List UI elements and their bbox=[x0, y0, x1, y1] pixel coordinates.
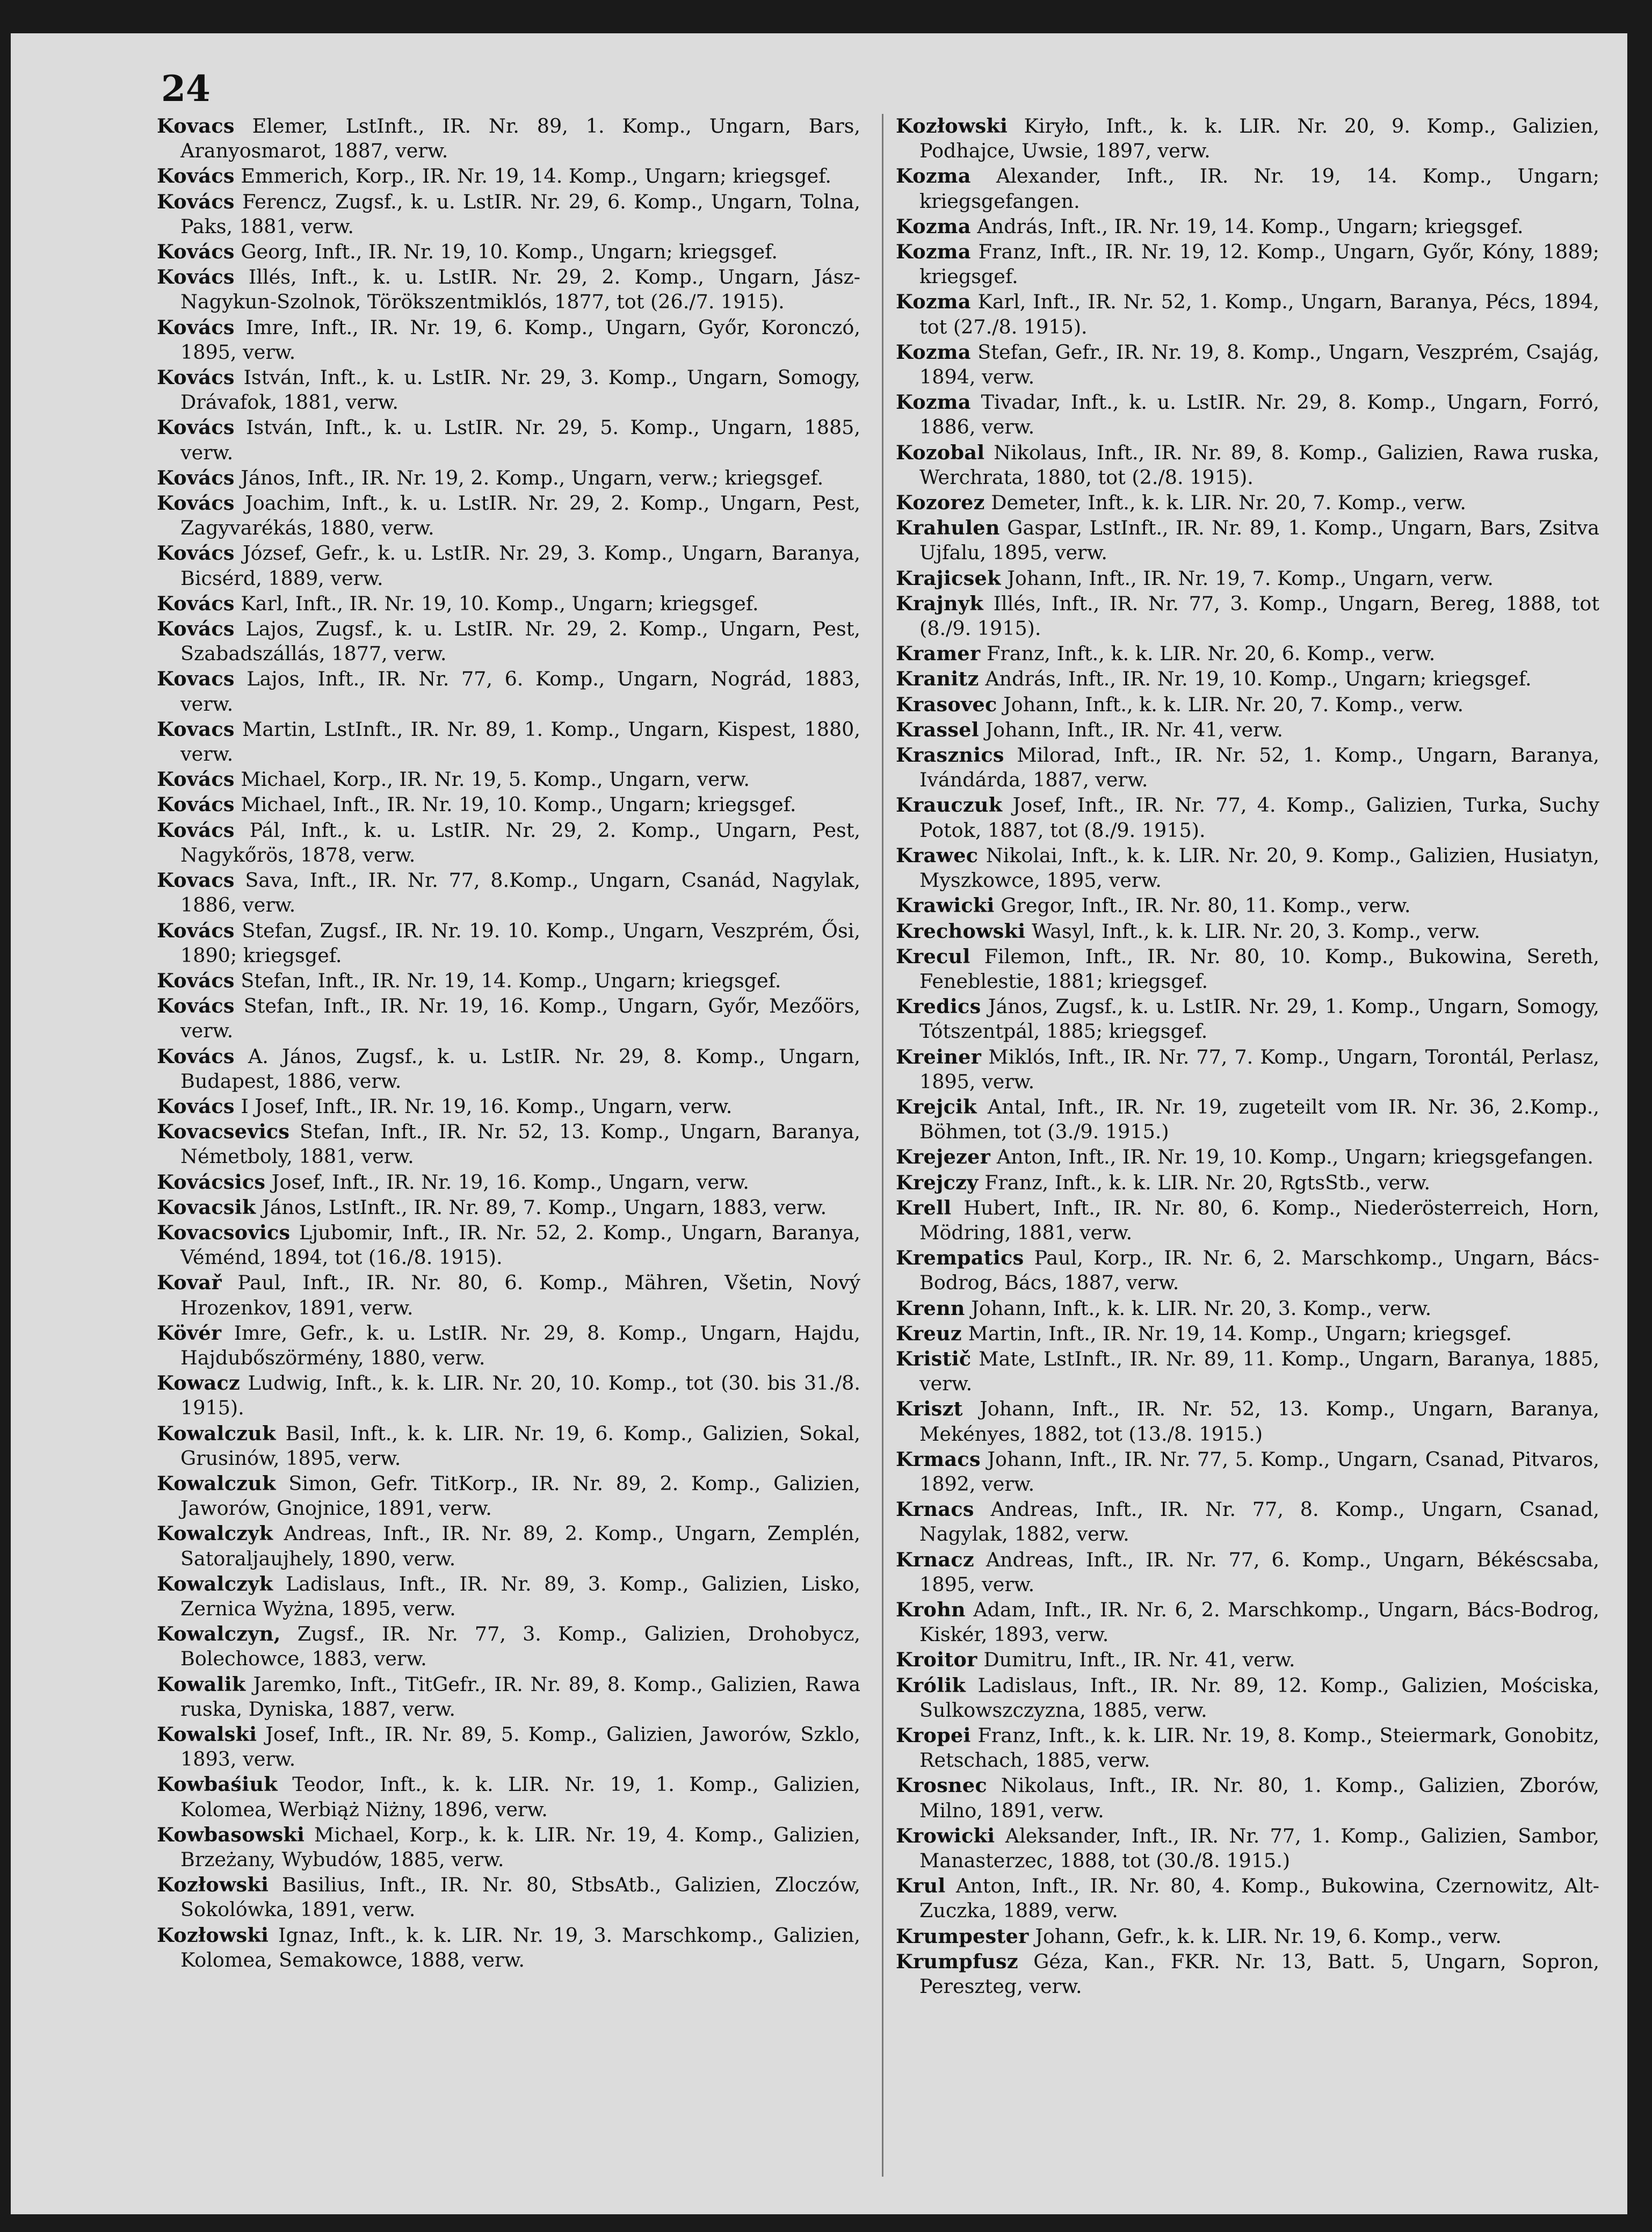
register-entry bbox=[157, 265, 860, 314]
entry-surname: Krnacz bbox=[896, 1548, 974, 1571]
entry-surname: Kovács bbox=[157, 768, 235, 791]
register-entry bbox=[896, 490, 1599, 515]
entry-surname: Kovacs bbox=[157, 869, 235, 892]
entry-surname: Kroitor bbox=[896, 1648, 977, 1672]
entry-details: Géza, Kan., FKR. Nr. 13, Batt. 5, Ungarn, Sopron, Pereszteg, verw. bbox=[919, 1949, 1599, 1998]
entry-surname: Kovács bbox=[157, 492, 235, 515]
register-entry bbox=[157, 1823, 860, 1872]
register-entry bbox=[896, 1246, 1599, 1295]
entry-surname: Kovacs bbox=[157, 717, 235, 741]
entry-details: Johann, Gefr., k. k. LIR. Nr. 19, 6. Komp., verw. bbox=[1035, 1924, 1502, 1948]
register-entry bbox=[896, 843, 1599, 893]
register-entry bbox=[896, 1095, 1599, 1144]
entry-surname: Krejcik bbox=[896, 1095, 977, 1118]
entry-details: Basilius, Inft., IR. Nr. 80, StbsAtb., Galizien, Zloczów, Sokolówka, 1891, verw. bbox=[180, 1873, 860, 1922]
entry-details: Illés, Inft., IR. Nr. 77, 3. Komp., Ungarn, Bereg, 1888, tot (8./9. 1915). bbox=[919, 591, 1599, 640]
entry-surname: Kovař bbox=[157, 1271, 222, 1295]
register-entry bbox=[157, 1220, 860, 1270]
entry-details: Johann, Inft., k. k. LIR. Nr. 20, 7. Komp., verw. bbox=[1003, 692, 1464, 716]
register-entry bbox=[157, 1195, 860, 1220]
entry-surname: Kropei bbox=[896, 1724, 971, 1747]
entry-details: Nikolai, Inft., k. k. LIR. Nr. 20, 9. Komp., Galizien, Husiatyn, Myszkowce, 1895, verw. bbox=[919, 843, 1599, 892]
entry-surname: Kovács bbox=[157, 164, 235, 188]
register-entry bbox=[896, 1347, 1599, 1396]
entry-surname: Krumpester bbox=[896, 1924, 1029, 1948]
entry-surname: Kovács bbox=[157, 793, 235, 817]
entry-details: Mate, LstInft., IR. Nr. 89, 11. Komp., Ungarn, Baranya, 1885, verw. bbox=[919, 1347, 1599, 1396]
entry-details: Andreas, Inft., IR. Nr. 77, 6. Komp., Ungarn, Békéscsaba, 1895, verw. bbox=[919, 1548, 1599, 1596]
register-entry bbox=[896, 440, 1599, 490]
entry-details: Hubert, Inft., IR. Nr. 80, 6. Komp., Niederösterreich, Horn, Mödring, 1881, verw. bbox=[919, 1196, 1599, 1244]
entry-details: Stefan, Gefr., IR. Nr. 19, 8. Komp., Ungarn, Veszprém, Csajág, 1894, verw. bbox=[919, 340, 1599, 389]
entry-surname: Kozma bbox=[896, 164, 971, 188]
register-entry bbox=[157, 1044, 860, 1094]
entry-details: Lajos, Zugsf., k. u. LstIR. Nr. 29, 2. Komp., Ungarn, Pest, Szabadszállás, 1877, verw. bbox=[180, 617, 860, 666]
entry-surname: Kovács bbox=[157, 315, 235, 339]
entry-surname: Kreuz bbox=[896, 1321, 962, 1345]
entry-details: Stefan, Inft., IR. Nr. 52, 13. Komp., Ungarn, Baranya, Németboly, 1881, verw. bbox=[180, 1120, 860, 1168]
entry-details: Gregor, Inft., IR. Nr. 80, 11. Komp., verw. bbox=[1001, 894, 1411, 918]
register-entry bbox=[896, 1673, 1599, 1723]
register-entry bbox=[896, 1648, 1599, 1672]
entry-details: Aleksander, Inft., IR. Nr. 77, 1. Komp., Galizien, Sambor, Manasterzec, 1888, tot (30./8. 1915.) bbox=[919, 1824, 1599, 1873]
register-entry bbox=[896, 641, 1599, 666]
register-entry bbox=[896, 793, 1599, 842]
entry-details: Teodor, Inft., k. k. LIR. Nr. 19, 1. Komp., Galizien, Kolomea, Werbiąż Niżny, 1896, verw. bbox=[180, 1773, 860, 1821]
entry-details: Stefan, Inft., IR. Nr. 19, 14. Komp., Ungarn; kriegsgef. bbox=[241, 969, 781, 992]
entry-surname: Krasovec bbox=[896, 692, 997, 716]
entry-details: Ferencz, Zugsf., k. u. LstIR. Nr. 29, 6. Komp., Ungarn, Tolna, Paks, 1881, verw. bbox=[180, 190, 860, 238]
entry-details: János, LstInft., IR. Nr. 89, 7. Komp., Ungarn, 1883, verw. bbox=[262, 1195, 827, 1219]
entry-details: Emmerich, Korp., IR. Nr. 19, 14. Komp., Ungarn; kriegsgef. bbox=[241, 164, 831, 188]
entry-surname: Kowalik bbox=[157, 1672, 246, 1696]
entry-details: Wasyl, Inft., k. k. LIR. Nr. 20, 3. Komp., verw. bbox=[1032, 919, 1481, 943]
register-entry bbox=[896, 667, 1599, 691]
right-column bbox=[896, 114, 1599, 1999]
entry-details: Basil, Inft., k. k. LIR. Nr. 19, 6. Komp., Galizien, Sokal, Grusinów, 1895, verw. bbox=[180, 1421, 860, 1470]
entry-surname: Kozłowski bbox=[157, 1923, 269, 1947]
register-entry bbox=[157, 1722, 860, 1772]
register-entry bbox=[157, 1471, 860, 1521]
register-entry bbox=[896, 240, 1599, 289]
entry-surname: Krasznics bbox=[896, 743, 1004, 767]
entry-surname: Kowalczyn, bbox=[157, 1622, 281, 1646]
entry-details: Franz, Inft., k. k. LIR. Nr. 19, 8. Komp., Steiermark, Gonobitz, Retschach, 1885, verw. bbox=[919, 1724, 1599, 1772]
document-page bbox=[11, 33, 1627, 2214]
entry-surname: Kriszt bbox=[896, 1397, 963, 1421]
entry-details: András, Inft., IR. Nr. 19, 10. Komp., Ungarn; kriegsgef. bbox=[985, 667, 1532, 691]
register-entry bbox=[157, 1270, 860, 1320]
column-divider bbox=[882, 114, 883, 2177]
register-entry bbox=[896, 164, 1599, 213]
entry-details: János, Inft., IR. Nr. 19, 2. Komp., Ungarn, verw.; kriegsgef. bbox=[241, 466, 824, 489]
entry-details: Ladislaus, Inft., IR. Nr. 89, 3. Komp., Galizien, Lisko, Zernica Wyżna, 1895, verw. bbox=[180, 1572, 860, 1620]
entry-surname: Kredics bbox=[896, 995, 981, 1019]
entry-details: Karl, Inft., IR. Nr. 52, 1. Komp., Ungarn, Baranya, Pécs, 1894, tot (27./8. 1915). bbox=[919, 290, 1599, 338]
entry-surname: Kozma bbox=[896, 340, 971, 364]
entry-surname: Kozorez bbox=[896, 491, 985, 515]
entry-surname: Kövér bbox=[157, 1321, 222, 1345]
entry-surname: Kreiner bbox=[896, 1045, 982, 1068]
entry-surname: Krowicki bbox=[896, 1824, 995, 1847]
entry-surname: Krohn bbox=[896, 1598, 966, 1621]
entry-details: Martin, Inft., IR. Nr. 19, 14. Komp., Ungarn; kriegsgef. bbox=[968, 1321, 1512, 1345]
entry-details: József, Gefr., k. u. LstIR. Nr. 29, 3. Komp., Ungarn, Baranya, Bicsérd, 1889, verw. bbox=[180, 541, 860, 590]
register-entry bbox=[157, 190, 860, 239]
entry-details: Jaremko, Inft., TitGefr., IR. Nr. 89, 8. Komp., Galizien, Rawa ruska, Dyniska, 1887, verw. bbox=[180, 1672, 860, 1721]
entry-surname: Kozłowski bbox=[157, 1873, 269, 1897]
entry-details: Michael, Korp., k. k. LIR. Nr. 19, 4. Komp., Galizien, Brzeżany, Wybudów, 1885, verw. bbox=[180, 1823, 860, 1872]
register-entry bbox=[157, 315, 860, 365]
register-entry bbox=[157, 1521, 860, 1571]
entry-surname: Kovacs bbox=[157, 114, 235, 138]
entry-surname: Kovacsevics bbox=[157, 1120, 290, 1144]
entry-surname: Kowbaśiuk bbox=[157, 1773, 278, 1796]
entry-details: Gaspar, LstInft., IR. Nr. 89, 1. Komp., Ungarn, Bars, Zsitva Ujfalu, 1895, verw. bbox=[919, 516, 1599, 565]
register-entry bbox=[896, 1171, 1599, 1195]
register-entry bbox=[896, 591, 1599, 641]
entry-surname: Kovács bbox=[157, 265, 235, 289]
entry-surname: Krejezer bbox=[896, 1145, 991, 1169]
entry-surname: Kowalczuk bbox=[157, 1421, 276, 1445]
entry-details: Lajos, Inft., IR. Nr. 77, 6. Komp., Ungarn, Nográd, 1883, verw. bbox=[180, 667, 861, 716]
entry-details: Ludwig, Inft., k. k. LIR. Nr. 20, 10. Komp., tot (30. bis 31./8. 1915). bbox=[180, 1371, 860, 1420]
register-entry bbox=[896, 1045, 1599, 1094]
entry-details: Stefan, Zugsf., IR. Nr. 19. 10. Komp., Ungarn, Veszprém, Ősi, 1890; kriegsgef. bbox=[180, 919, 860, 967]
entry-details: Karl, Inft., IR. Nr. 19, 10. Komp., Ungarn; kriegsgef. bbox=[241, 591, 759, 615]
register-entry bbox=[896, 516, 1599, 565]
register-entry bbox=[157, 591, 860, 616]
entry-surname: Krawicki bbox=[896, 894, 995, 918]
register-entry bbox=[896, 1321, 1599, 1346]
entry-details: Anton, Inft., IR. Nr. 80, 4. Komp., Bukowina, Czernowitz, Alt-Zuczka, 1889, verw. bbox=[919, 1874, 1599, 1923]
register-entry bbox=[896, 1447, 1599, 1497]
entry-details: András, Inft., IR. Nr. 19, 14. Komp., Ungarn; kriegsgef. bbox=[977, 214, 1524, 238]
entry-details: Johann, Inft., k. k. LIR. Nr. 20, 3. Komp., verw. bbox=[971, 1296, 1432, 1320]
register-entry bbox=[896, 290, 1599, 339]
entry-surname: Krassel bbox=[896, 718, 979, 741]
entry-details: Milorad, Inft., IR. Nr. 52, 1. Komp., Ungarn, Baranya, Ivándárda, 1887, verw. bbox=[919, 743, 1599, 792]
register-entry bbox=[157, 994, 860, 1043]
entry-details: Tivadar, Inft., k. u. LstIR. Nr. 29, 8. Komp., Ungarn, Forró, 1886, verw. bbox=[919, 391, 1599, 439]
entry-surname: Kozma bbox=[896, 214, 971, 238]
register-entry bbox=[896, 1397, 1599, 1446]
entry-surname: Kovács bbox=[157, 994, 235, 1018]
register-entry bbox=[157, 1572, 860, 1621]
register-entry bbox=[157, 1371, 860, 1420]
register-entry bbox=[157, 1321, 860, 1370]
register-entry bbox=[896, 893, 1599, 918]
entry-surname: Kovács bbox=[157, 416, 235, 439]
register-entry bbox=[896, 1548, 1599, 1597]
register-entry bbox=[157, 1772, 860, 1822]
register-entry bbox=[896, 944, 1599, 994]
register-entry bbox=[896, 1924, 1599, 1949]
entry-surname: Kowalczyk bbox=[157, 1572, 273, 1595]
entry-surname: Kozłowski bbox=[896, 114, 1008, 138]
register-entry bbox=[896, 114, 1599, 163]
entry-surname: Kovács bbox=[157, 969, 235, 992]
entry-surname: Kovacsik bbox=[157, 1195, 256, 1219]
register-entry bbox=[157, 792, 860, 817]
entry-details: Johann, Inft., IR. Nr. 19, 7. Komp., Ungarn, verw. bbox=[1007, 566, 1494, 590]
left-column bbox=[157, 114, 860, 1973]
entry-surname: Kozma bbox=[896, 391, 971, 414]
entry-details: Sava, Inft., IR. Nr. 77, 8.Komp., Ungarn, Csanád, Nagylak, 1886, verw. bbox=[180, 869, 860, 917]
register-entry bbox=[157, 415, 860, 465]
entry-surname: Kovács bbox=[157, 818, 235, 842]
entry-details: Nikolaus, Inft., IR. Nr. 80, 1. Komp., Galizien, Zborów, Milno, 1891, verw. bbox=[919, 1774, 1599, 1822]
entry-surname: Krajicsek bbox=[896, 566, 1001, 590]
entry-surname: Kowalczyk bbox=[157, 1522, 273, 1545]
entry-surname: Kozma bbox=[896, 290, 971, 314]
entry-details: Ladislaus, Inft., IR. Nr. 89, 12. Komp., Galizien, Mościska, Sulkowszczyzna, 1885, verw. bbox=[919, 1673, 1599, 1722]
entry-surname: Krul bbox=[896, 1874, 946, 1898]
entry-details: Franz, Inft., k. k. LIR. Nr. 20, RgtsStb., verw. bbox=[984, 1171, 1431, 1194]
register-entry bbox=[157, 969, 860, 993]
entry-details: János, Zugsf., k. u. LstIR. Nr. 29, 1. Komp., Ungarn, Somogy, Tótszentpál, 1885; kriegsgef. bbox=[919, 995, 1599, 1043]
entry-surname: Kovács bbox=[157, 1094, 235, 1118]
entry-details: Andreas, Inft., IR. Nr. 77, 8. Komp., Ungarn, Csanad, Nagylak, 1882, verw. bbox=[919, 1498, 1600, 1546]
register-entry bbox=[896, 1723, 1599, 1773]
entry-details: István, Inft., k. u. LstIR. Nr. 29, 3. Komp., Ungarn, Somogy, Drávafok, 1881, verw. bbox=[180, 366, 860, 414]
entry-details: Josef, Inft., IR. Nr. 77, 4. Komp., Galizien, Turka, Suchy Potok, 1887, tot (8./9. 1915). bbox=[919, 793, 1599, 842]
entry-details: Illés, Inft., k. u. LstIR. Nr. 29, 2. Komp., Ungarn, Jász-Nagykun-Szolnok, Törökszentmiklós, 1877, tot (26./7. 1915). bbox=[180, 265, 860, 314]
entry-surname: Kovács bbox=[157, 366, 235, 389]
register-entry bbox=[896, 340, 1599, 389]
register-entry bbox=[157, 1672, 860, 1722]
entry-details: Anton, Inft., IR. Nr. 19, 10. Komp., Ungarn; kriegsgefangen. bbox=[996, 1145, 1593, 1169]
register-entry bbox=[157, 717, 860, 767]
entry-details: Dumitru, Inft., IR. Nr. 41, verw. bbox=[983, 1648, 1295, 1672]
register-entry bbox=[157, 667, 860, 716]
entry-surname: Kovács bbox=[157, 190, 235, 213]
entry-surname: Krnacs bbox=[896, 1498, 974, 1521]
register-entry bbox=[157, 1119, 860, 1169]
register-entry bbox=[896, 1874, 1599, 1923]
entry-details: Ljubomir, Inft., IR. Nr. 52, 2. Komp., Ungarn, Baranya, Véménd, 1894, tot (16./8. 1915). bbox=[180, 1220, 860, 1269]
entry-details: István, Inft., k. u. LstIR. Nr. 29, 5. Komp., Ungarn, 1885, verw. bbox=[180, 416, 860, 464]
entry-details: Michael, Inft., IR. Nr. 19, 10. Komp., Ungarn; kriegsgef. bbox=[241, 793, 796, 817]
entry-surname: Krenn bbox=[896, 1296, 965, 1320]
entry-details: Martin, LstInft., IR. Nr. 89, 1. Komp., Ungarn, Kispest, 1880, verw. bbox=[180, 717, 860, 766]
entry-surname: Kovács bbox=[157, 541, 235, 565]
register-entry bbox=[157, 1170, 860, 1195]
entry-surname: Krejczy bbox=[896, 1171, 979, 1194]
entry-details: Josef, Inft., IR. Nr. 19, 16. Komp., Ungarn, verw. bbox=[271, 1170, 749, 1194]
register-entry bbox=[896, 566, 1599, 591]
register-entry bbox=[157, 767, 860, 792]
entry-details: Adam, Inft., IR. Nr. 6, 2. Marschkomp., Ungarn, Bács-Bodrog, Kiskér, 1893, verw. bbox=[919, 1598, 1599, 1646]
register-entry bbox=[896, 1598, 1599, 1647]
entry-details: Joachim, Inft., k. u. LstIR. Nr. 29, 2. Komp., Ungarn, Pest, Zagyvarékás, 1880, verw. bbox=[180, 492, 860, 540]
entry-details: Johann, Inft., IR. Nr. 41, verw. bbox=[985, 718, 1284, 741]
register-entry bbox=[896, 1145, 1599, 1169]
register-entry bbox=[157, 818, 860, 868]
entry-details: Zugsf., IR. Nr. 77, 3. Komp., Galizien, Drohobycz, Bolechowce, 1883, verw. bbox=[180, 1622, 861, 1671]
register-entry bbox=[896, 1497, 1599, 1547]
register-entry bbox=[896, 1196, 1599, 1245]
entry-details: Johann, Inft., IR. Nr. 77, 5. Komp., Ungarn, Csanad, Pitvaros, 1892, verw. bbox=[919, 1447, 1599, 1496]
entry-surname: Krauczuk bbox=[896, 793, 1003, 817]
register-entry bbox=[157, 1873, 860, 1922]
entry-surname: Kovács bbox=[157, 591, 235, 615]
entry-details: Franz, Inft., IR. Nr. 19, 12. Komp., Ungarn, Győr, Kóny, 1889; kriegsgef. bbox=[919, 240, 1599, 288]
entry-details: Kiryło, Inft., k. k. LIR. Nr. 20, 9. Komp., Galizien, Podhajce, Uwsie, 1897, verw. bbox=[919, 114, 1599, 163]
register-entry bbox=[157, 868, 860, 918]
entry-surname: Kowalski bbox=[157, 1723, 257, 1746]
register-entry bbox=[896, 1773, 1599, 1823]
register-entry bbox=[157, 541, 860, 590]
entry-surname: Kowacz bbox=[157, 1371, 241, 1395]
entry-surname: Krahulen bbox=[896, 516, 1000, 540]
entry-surname: Kowalczuk bbox=[157, 1471, 276, 1495]
entry-details: Ignaz, Inft., k. k. LIR. Nr. 19, 3. Marschkomp., Galizien, Kolomea, Semakowce, 1888, verw. bbox=[180, 1923, 860, 1971]
entry-details: Josef, Inft., IR. Nr. 89, 5. Komp., Galizien, Jaworów, Szklo, 1893, verw. bbox=[180, 1723, 860, 1771]
entry-details: Imre, Gefr., k. u. LstIR. Nr. 29, 8. Komp., Ungarn, Hajdu, Hajdubőszörmény, 1880, verw. bbox=[180, 1321, 860, 1369]
entry-details: Franz, Inft., k. k. LIR. Nr. 20, 6. Komp., verw. bbox=[987, 642, 1436, 666]
entry-details: Nikolaus, Inft., IR. Nr. 89, 8. Komp., Galizien, Rawa ruska, Werchrata, 1880, tot (2./8. 1915). bbox=[919, 440, 1599, 489]
entry-surname: Kowbasowski bbox=[157, 1823, 305, 1846]
register-entry bbox=[896, 390, 1599, 439]
register-entry bbox=[896, 919, 1599, 944]
register-entry bbox=[157, 365, 860, 415]
entry-details: Simon, Gefr. TitKorp., IR. Nr. 89, 2. Komp., Galizien, Jaworów, Gnojnice, 1891, verw. bbox=[180, 1471, 860, 1520]
register-entry bbox=[157, 164, 860, 189]
entry-surname: Kovács bbox=[157, 617, 235, 641]
entry-surname: Kovács bbox=[157, 466, 235, 489]
register-entry bbox=[157, 1622, 860, 1671]
entry-details: Georg, Inft., IR. Nr. 19, 10. Komp., Ungarn; kriegsgef. bbox=[241, 240, 778, 264]
entry-details: I Josef, Inft., IR. Nr. 19, 16. Komp., Ungarn, verw. bbox=[241, 1094, 733, 1118]
register-entry bbox=[157, 617, 860, 666]
entry-details: Alexander, Inft., IR. Nr. 19, 14. Komp., Ungarn; kriegsgefangen. bbox=[919, 164, 1600, 213]
entry-surname: Krempatics bbox=[896, 1246, 1024, 1270]
entry-details: Miklós, Inft., IR. Nr. 77, 7. Komp., Ungarn, Torontál, Perlasz, 1895, verw. bbox=[919, 1045, 1599, 1093]
entry-surname: Krajnyk bbox=[896, 591, 983, 615]
register-entry bbox=[896, 1824, 1599, 1873]
entry-surname: Kovácsics bbox=[157, 1170, 266, 1194]
entry-details: Elemer, LstInft., IR. Nr. 89, 1. Komp., Ungarn, Bars, Aranyosmarot, 1887, verw. bbox=[180, 114, 861, 163]
register-entry bbox=[157, 240, 860, 264]
entry-details: Paul, Inft., IR. Nr. 80, 6. Komp., Mähren, Všetin, Nový Hrozenkov, 1891, verw. bbox=[180, 1271, 860, 1319]
entry-surname: Kristič bbox=[896, 1347, 972, 1370]
entry-surname: Kovács bbox=[157, 240, 235, 264]
register-entry bbox=[157, 1923, 860, 1973]
register-entry bbox=[896, 214, 1599, 239]
entry-surname: Kovács bbox=[157, 919, 235, 942]
entry-surname: Krell bbox=[896, 1196, 952, 1219]
entry-details: Filemon, Inft., IR. Nr. 80, 10. Komp., Bukowina, Sereth, Feneblestie, 1881; kriegsgef. bbox=[919, 944, 1599, 993]
register-entry bbox=[157, 1094, 860, 1119]
register-entry bbox=[157, 919, 860, 968]
entry-details: Antal, Inft., IR. Nr. 19, zugeteilt vom IR. Nr. 36, 2.Komp., Böhmen, tot (3./9. 1915.) bbox=[919, 1095, 1599, 1144]
entry-details: Stefan, Inft., IR. Nr. 19, 16. Komp., Ungarn, Győr, Mezőörs, verw. bbox=[180, 994, 860, 1043]
entry-surname: Kozma bbox=[896, 240, 971, 264]
register-entry bbox=[157, 114, 860, 163]
register-entry bbox=[896, 743, 1599, 792]
entry-surname: Krecul bbox=[896, 944, 970, 968]
register-entry bbox=[157, 466, 860, 490]
register-entry bbox=[896, 1296, 1599, 1321]
entry-details: Johann, Inft., IR. Nr. 52, 13. Komp., Ungarn, Baranya, Mekényes, 1882, tot (13./8. 1915.) bbox=[919, 1397, 1599, 1446]
register-entry bbox=[896, 994, 1599, 1044]
entry-details: Imre, Inft., IR. Nr. 19, 6. Komp., Ungarn, Győr, Koronczó, 1895, verw. bbox=[180, 315, 860, 364]
register-entry bbox=[157, 491, 860, 540]
entry-surname: Krawec bbox=[896, 843, 979, 867]
entry-details: Andreas, Inft., IR. Nr. 89, 2. Komp., Ungarn, Zemplén, Satoraljaujhely, 1890, verw. bbox=[180, 1522, 860, 1570]
register-entry bbox=[896, 1949, 1599, 1999]
entry-details: A. János, Zugsf., k. u. LstIR. Nr. 29, 8. Komp., Ungarn, Budapest, 1886, verw. bbox=[180, 1044, 860, 1093]
entry-surname: Królik bbox=[896, 1673, 966, 1697]
entry-details: Demeter, Inft., k. k. LIR. Nr. 20, 7. Komp., verw. bbox=[991, 491, 1467, 515]
entry-details: Pál, Inft., k. u. LstIR. Nr. 29, 2. Komp., Ungarn, Pest, Nagykőrös, 1878, verw. bbox=[180, 818, 860, 866]
entry-surname: Krumpfusz bbox=[896, 1949, 1018, 1973]
entry-surname: Krechowski bbox=[896, 919, 1026, 943]
register-entry bbox=[896, 718, 1599, 742]
entry-surname: Kranitz bbox=[896, 667, 979, 691]
entry-details: Paul, Korp., IR. Nr. 6, 2. Marschkomp., Ungarn, Bács-Bodrog, Bács, 1887, verw. bbox=[919, 1246, 1599, 1295]
entry-surname: Kramer bbox=[896, 642, 981, 666]
entry-surname: Kovacs bbox=[157, 667, 235, 691]
register-entry bbox=[157, 1421, 860, 1471]
entry-surname: Krmacs bbox=[896, 1447, 981, 1471]
entry-surname: Krosnec bbox=[896, 1774, 987, 1797]
page-number: 24 bbox=[161, 68, 211, 110]
entry-details: Michael, Korp., IR. Nr. 19, 5. Komp., Ungarn, verw. bbox=[241, 768, 750, 791]
entry-surname: Kozobal bbox=[896, 440, 985, 464]
entry-surname: Kovács bbox=[157, 1044, 235, 1068]
entry-surname: Kovacsovics bbox=[157, 1220, 291, 1244]
register-entry bbox=[896, 692, 1599, 717]
